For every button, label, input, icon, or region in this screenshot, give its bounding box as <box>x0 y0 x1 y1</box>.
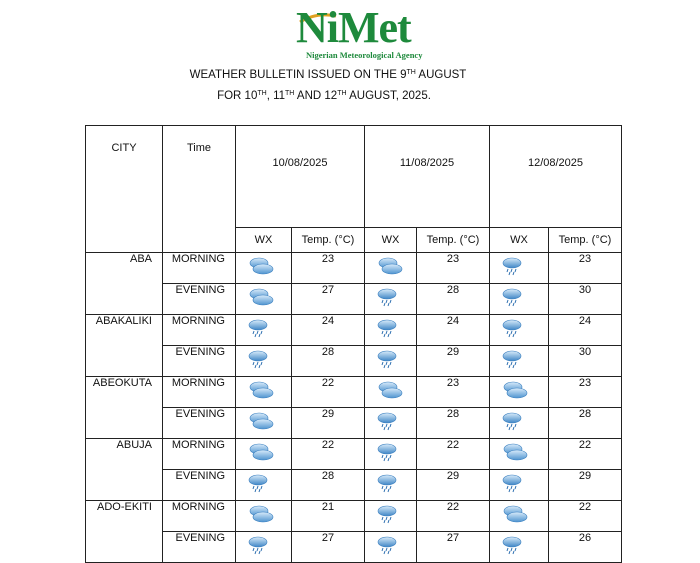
temperature-value: 22 <box>292 377 365 408</box>
rain-cloud-icon <box>490 532 549 563</box>
temperature-value: 28 <box>292 470 365 501</box>
cloudy-icon <box>490 439 549 470</box>
city-name: ABAKALIKI <box>86 315 163 377</box>
temperature-value: 24 <box>549 315 622 346</box>
rain-cloud-icon <box>498 471 528 493</box>
table-row <box>86 377 622 408</box>
rain-cloud-icon <box>373 409 403 431</box>
nimet-logo <box>296 3 456 64</box>
temperature-value: 29 <box>417 346 490 377</box>
rain-cloud-icon <box>365 439 417 470</box>
rain-cloud-icon <box>373 347 403 369</box>
rain-cloud-icon <box>490 408 549 439</box>
cloudy-icon <box>500 378 530 400</box>
temperature-value: 30 <box>549 284 622 315</box>
temperature-value: 27 <box>292 284 365 315</box>
table-row <box>86 408 622 439</box>
time-of-day: EVENING <box>163 408 236 439</box>
rain-cloud-icon <box>490 315 549 346</box>
temperature-value: 22 <box>549 439 622 470</box>
rain-cloud-icon <box>498 533 528 555</box>
date-header: 11/08/2025 <box>365 126 490 228</box>
logo-wordmark: NiMet <box>296 3 411 52</box>
cloudy-icon <box>246 440 276 462</box>
time-of-day: EVENING <box>163 346 236 377</box>
rain-cloud-icon <box>498 316 528 338</box>
cloudy-icon <box>490 501 549 532</box>
rain-cloud-icon <box>373 316 403 338</box>
time-of-day: EVENING <box>163 532 236 563</box>
temperature-value: 23 <box>549 253 622 284</box>
table-row <box>86 315 622 346</box>
cloudy-icon <box>236 408 292 439</box>
time-of-day: EVENING <box>163 284 236 315</box>
bulletin-dates: FOR 10TH, 11TH AND 12TH AUGUST, 2025. <box>217 90 431 102</box>
time-header: Time <box>163 126 236 253</box>
date-header: 10/08/2025 <box>236 126 365 228</box>
cloudy-icon <box>246 409 276 431</box>
rain-cloud-icon <box>365 501 417 532</box>
rain-cloud-icon <box>365 470 417 501</box>
temperature-value: 23 <box>549 377 622 408</box>
rain-cloud-icon <box>373 533 403 555</box>
temperature-value: 23 <box>292 253 365 284</box>
rain-cloud-icon <box>373 471 403 493</box>
rain-cloud-icon <box>236 470 292 501</box>
temperature-value: 22 <box>417 501 490 532</box>
rain-cloud-icon <box>490 346 549 377</box>
city-name: ABA <box>86 253 163 315</box>
cloudy-icon <box>365 377 417 408</box>
table-row <box>86 284 622 315</box>
city-name: ABUJA <box>86 439 163 501</box>
temperature-value: 28 <box>417 284 490 315</box>
temperature-value: 24 <box>417 315 490 346</box>
cloudy-icon <box>236 439 292 470</box>
cloudy-icon <box>246 378 276 400</box>
rain-cloud-icon <box>498 285 528 307</box>
cloudy-icon <box>246 502 276 524</box>
wx-header: WX <box>490 228 549 253</box>
forecast-table <box>85 125 622 563</box>
date-header: 12/08/2025 <box>490 126 622 228</box>
table-row <box>86 532 622 563</box>
rain-cloud-icon <box>236 532 292 563</box>
rain-cloud-icon <box>498 409 528 431</box>
cloudy-icon <box>500 440 530 462</box>
temperature-value: 22 <box>417 439 490 470</box>
rain-cloud-icon <box>244 316 274 338</box>
time-of-day: MORNING <box>163 439 236 470</box>
rain-cloud-icon <box>490 470 549 501</box>
rain-cloud-icon <box>236 315 292 346</box>
temperature-value: 28 <box>417 408 490 439</box>
temperature-value: 29 <box>292 408 365 439</box>
rain-cloud-icon <box>365 284 417 315</box>
temp-header: Temp. (°C) <box>292 228 365 253</box>
cloudy-icon <box>375 378 405 400</box>
temperature-value: 27 <box>417 532 490 563</box>
cloudy-icon <box>246 285 276 307</box>
rain-cloud-icon <box>498 254 528 276</box>
rain-cloud-icon <box>373 285 403 307</box>
city-name: ABEOKUTA <box>86 377 163 439</box>
rain-cloud-icon <box>373 440 403 462</box>
temp-header: Temp. (°C) <box>549 228 622 253</box>
logo-subtitle: Nigerian Meteorological Agency <box>306 50 423 60</box>
time-of-day: MORNING <box>163 315 236 346</box>
cloudy-icon <box>236 501 292 532</box>
temperature-value: 28 <box>292 346 365 377</box>
temperature-value: 23 <box>417 377 490 408</box>
rain-cloud-icon <box>244 471 274 493</box>
time-of-day: MORNING <box>163 501 236 532</box>
table-row <box>86 470 622 501</box>
rain-cloud-icon <box>244 533 274 555</box>
bulletin-title: WEATHER BULLETIN ISSUED ON THE 9TH AUGUST <box>189 69 467 81</box>
rain-cloud-icon <box>365 315 417 346</box>
temperature-value: 27 <box>292 532 365 563</box>
cloudy-icon <box>500 502 530 524</box>
temperature-value: 30 <box>549 346 622 377</box>
cloudy-icon <box>236 377 292 408</box>
temperature-value: 24 <box>292 315 365 346</box>
cloudy-icon <box>236 253 292 284</box>
rain-cloud-icon <box>498 347 528 369</box>
temp-header: Temp. (°C) <box>417 228 490 253</box>
temperature-value: 29 <box>549 470 622 501</box>
table-row <box>86 346 622 377</box>
cloudy-icon <box>246 254 276 276</box>
city-name: ADO-EKITI <box>86 501 163 563</box>
cloudy-icon <box>375 254 405 276</box>
temperature-value: 21 <box>292 501 365 532</box>
rain-cloud-icon <box>365 346 417 377</box>
temperature-value: 23 <box>417 253 490 284</box>
table-row <box>86 501 622 532</box>
temperature-value: 22 <box>549 501 622 532</box>
time-of-day: EVENING <box>163 470 236 501</box>
rain-cloud-icon <box>244 347 274 369</box>
time-of-day: MORNING <box>163 377 236 408</box>
cloudy-icon <box>365 253 417 284</box>
table-row <box>86 439 622 470</box>
wx-header: WX <box>365 228 417 253</box>
rain-cloud-icon <box>490 284 549 315</box>
time-of-day: MORNING <box>163 253 236 284</box>
cloudy-icon <box>236 284 292 315</box>
wx-header: WX <box>236 228 292 253</box>
temperature-value: 22 <box>292 439 365 470</box>
city-header: CITY <box>86 126 163 253</box>
rain-cloud-icon <box>365 408 417 439</box>
temperature-value: 29 <box>417 470 490 501</box>
rain-cloud-icon <box>236 346 292 377</box>
cloudy-icon <box>490 377 549 408</box>
table-row <box>86 253 622 284</box>
rain-cloud-icon <box>365 532 417 563</box>
temperature-value: 26 <box>549 532 622 563</box>
rain-cloud-icon <box>490 253 549 284</box>
rain-cloud-icon <box>373 502 403 524</box>
temperature-value: 28 <box>549 408 622 439</box>
